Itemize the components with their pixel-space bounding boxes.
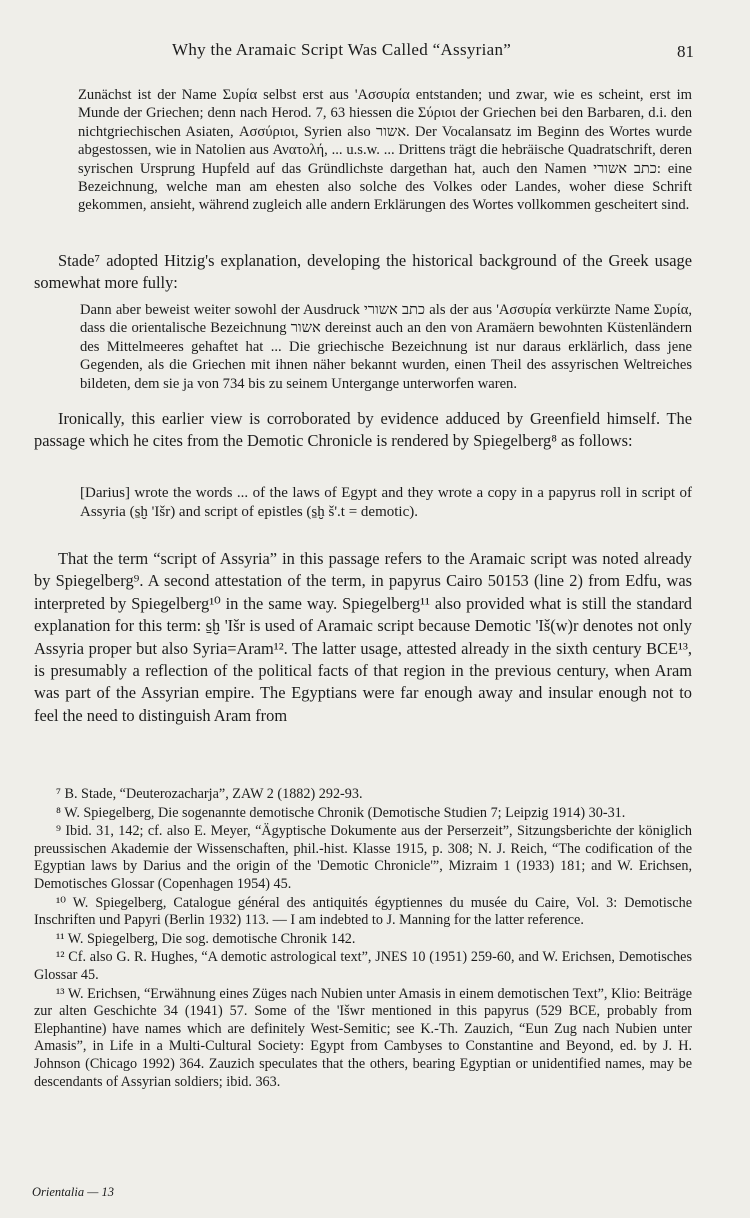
page-header [34, 40, 694, 64]
footnote: ¹⁰ W. Spiegelberg, Catalogue général des antiquités égyptiennes du musée du Caire, Vol. 3: Demotische Inschriften und Papyri (Berlin 1932) 113. — I am indebted to J. Manning for the latter reference. [34, 894, 692, 929]
footnote: ⁹ Ibid. 31, 142; cf. also E. Meyer, “Ägyptische Dokumente aus der Perserzeit”, Sitzungsberichte der königlich preussischen Akademie der Wissenschaften, phil.-hist. Klasse 1915, p. 308; N. J. Reich, “The codification of the Egyptian laws by Darius and the origin of the 'Demotic Chronicle'”, Mizraim 1 (1933) 181; and W. Erichsen, Demotisches Glossar (Copenhagen 1954) 45. [34, 823, 692, 892]
paragraph-greenfield: Ironically, this earlier view is corroborated by evidence adduced by Greenfield himself. The passage which he cites from the Demotic Chronicle is rendered by Spiegelberg⁸ as follows: [34, 409, 692, 451]
paragraph-script-of-assyria: That the term “script of Assyria” in this passage refers to the Aramaic script was noted already by Spiegelberg⁹. A second attestation of the term, in papyrus Cairo 50153 (line 2) from Edfu, was interpreted by Spiegelberg¹⁰ in the same way. Spiegelberg¹¹ also provided what is still the standard explanation for this term: s̱ḫ 'Išr is used of Aramaic script because Demotic 'Iš(w)r denotes not only Assyria proper but also Syria=Aram¹². The latter usage, attested already in the sixth century BCE¹³, is presumably a reflection of the political facts of that region in the previous century, when Aram was part of the Assyrian empire. The Egyptians were far enough away and insular enough not to feel the need to distinguish Aram from [34, 549, 692, 725]
page-number: 81 [677, 42, 694, 61]
demotic-chronicle-quote: [Darius] wrote the words ... of the laws of Egypt and they wrote a copy in a papyrus roll in script of Assyria (s̱ḫ 'Išr) and script of epistles (s̱ḫ š'.t = demotic). [80, 485, 692, 520]
german-quote-hitzig: Zunächst ist der Name Συρία selbst erst aus 'Ασσυρία entstanden; und zwar, wie es scheint, erst im Munde der Griechen; denn nach Herod. 7, 63 hiessen die Σύριοι der Griechen bei den Barbaren, d.i. den nichtgriechischen Asiaten, Ασσύριοι, Syrien also אשור. Der Vocalansatz im Beginn des Wortes wurde abgestossen, wie in Natolien aus Ανατολή, ... u.s.w. ... Drittens trägt die hebräische Quadratschrift, deren syrischen Ursprung Hupfeld auf das Gründlichste dargethan hat, auch den Namen כתב אשורי: eine Bezeichnung, welche man am ehesten also solche des Volkes oder Landes, woher diese Schrift gekommen, ansieht, während zugleich alle andern Erklärungen des Wortes vollkommen gescheitert sind. [78, 87, 692, 214]
running-title: Why the Aramaic Script Was Called “Assyrian” [172, 40, 512, 59]
footnote: ¹² Cf. also G. R. Hughes, “A demotic astrological text”, JNES 10 (1951) 259-60, and W. Erichsen, Demotisches Glossar 45. [34, 949, 692, 983]
footnote: ⁷ B. Stade, “Deuterozacharja”, ZAW 2 (1882) 292-93. [56, 786, 363, 802]
footnote: ¹³ W. Erichsen, “Erwähnung eines Züges nach Nubien unter Amasis in einem demotischen Text”, Klio: Beiträge zur alten Geschichte 34 (1941) 57. Some of the 'Išwr mentioned in this papyrus (529 BCE, probably from Elephantine) have names which are definitely West-Semitic; see K.-Th. Zauzich, “Eun Zug nach Nubien unter Amasis”, in Life in a Multi-Cultural Society: Egypt from Cambyses to Constantine and Beyond, ed. by J. H. Johnson (Chicago 1992) 364. Zauzich speculates that the others, bearing Egyptian or unidentified names, may be descendants of Assyrian soldiers; ibid. 363. [34, 985, 692, 1090]
footnotes [34, 786, 692, 1092]
footnote: ¹¹ W. Spiegelberg, Die sog. demotische Chronik 142. [56, 930, 356, 947]
footnote: ⁸ W. Spiegelberg, Die sogenannte demotische Chronik (Demotische Studien 7; Leipzig 1914) 30-31. [56, 804, 626, 821]
page-footer: Orientalia — 13 [32, 1185, 114, 1199]
german-quote-stade: Dann aber beweist weiter sowohl der Ausdruck כתב אשורי als der aus 'Ασσυρία verkürzte Name Συρία, dass die orientalische Bezeichnung אשור dereinst auch an den von Aramäern bewohnten Küstenländern des Mittelmeeres gehaftet hat ... Die griechische Bezeichnung ist nur daraus erklärlich, dass jene Gegenden, als die Griechen mit ihnen näher bekannt wurden, einen Theil des assyrischen Weltreiches bildeten, dem sie ja von 734 bis zu seinem Untergange unterworfen waren. [80, 302, 692, 392]
paragraph-stade: Stade⁷ adopted Hitzig's explanation, developing the historical background of the Greek usage somewhat more fully: [34, 251, 692, 293]
